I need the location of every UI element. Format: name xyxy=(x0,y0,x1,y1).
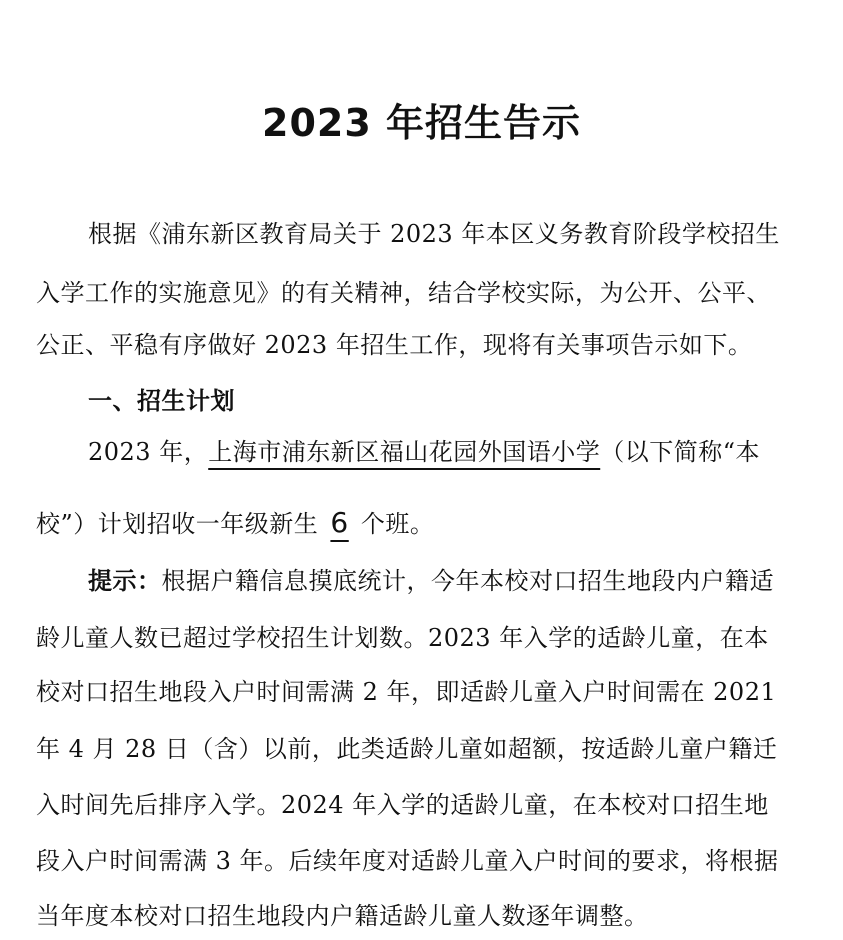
plan-after-name: （以下简称“本 xyxy=(600,438,760,466)
plan-line-2 xyxy=(36,508,796,539)
plan-line-1 xyxy=(88,437,798,467)
intro-line-2: 入学工作的实施意见》的有关精神，结合学校实际，为公开、公平、 xyxy=(36,279,771,307)
class-count: 6 xyxy=(330,506,349,539)
document-title: 2023 年招生告示 xyxy=(262,101,581,145)
tip-line-5: 入时间先后排序入学。2024 年入学的适龄儿童，在本校对口招生地 xyxy=(36,791,769,819)
tip-line-6: 段入户时间需满 3 年。后续年度对适龄儿童入户时间的要求，将根据 xyxy=(36,847,779,875)
school-name: 上海市浦东新区福山花园外国语小学 xyxy=(208,438,601,466)
tip-line-2: 龄儿童人数已超过学校招生计划数。2023 年入学的适龄儿童，在本 xyxy=(36,624,769,652)
plan-year-prefix: 2023 年， xyxy=(88,438,209,466)
tip-line-4: 年 4 月 28 日（含）以前，此类适龄儿童如超额，按适龄儿童户籍迁 xyxy=(36,735,778,763)
tip-first-line-text: 根据户籍信息摸底统计，今年本校对口招生地段内户籍适 xyxy=(161,567,774,595)
tip-label: 提示： xyxy=(88,567,162,595)
plan-line2-suffix: 个班。 xyxy=(360,510,435,538)
plan-line2-prefix: 校”）计划招收一年级新生 xyxy=(36,510,319,538)
tip-line-3: 校对口招生地段入户时间需满 2 年，即适龄儿童入户时间需在 2021 xyxy=(36,678,777,706)
intro-line-1: 根据《浦东新区教育局关于 2023 年本区义务教育阶段学校招生 xyxy=(88,220,780,248)
intro-line-3: 公正、平稳有序做好 2023 年招生工作，现将有关事项告示如下。 xyxy=(36,331,753,359)
section-heading-plan: 一、招生计划 xyxy=(88,387,235,415)
tip-line-1 xyxy=(88,566,798,596)
tip-line-7: 当年度本校对口招生地段内户籍适龄儿童人数逐年调整。 xyxy=(36,902,649,930)
